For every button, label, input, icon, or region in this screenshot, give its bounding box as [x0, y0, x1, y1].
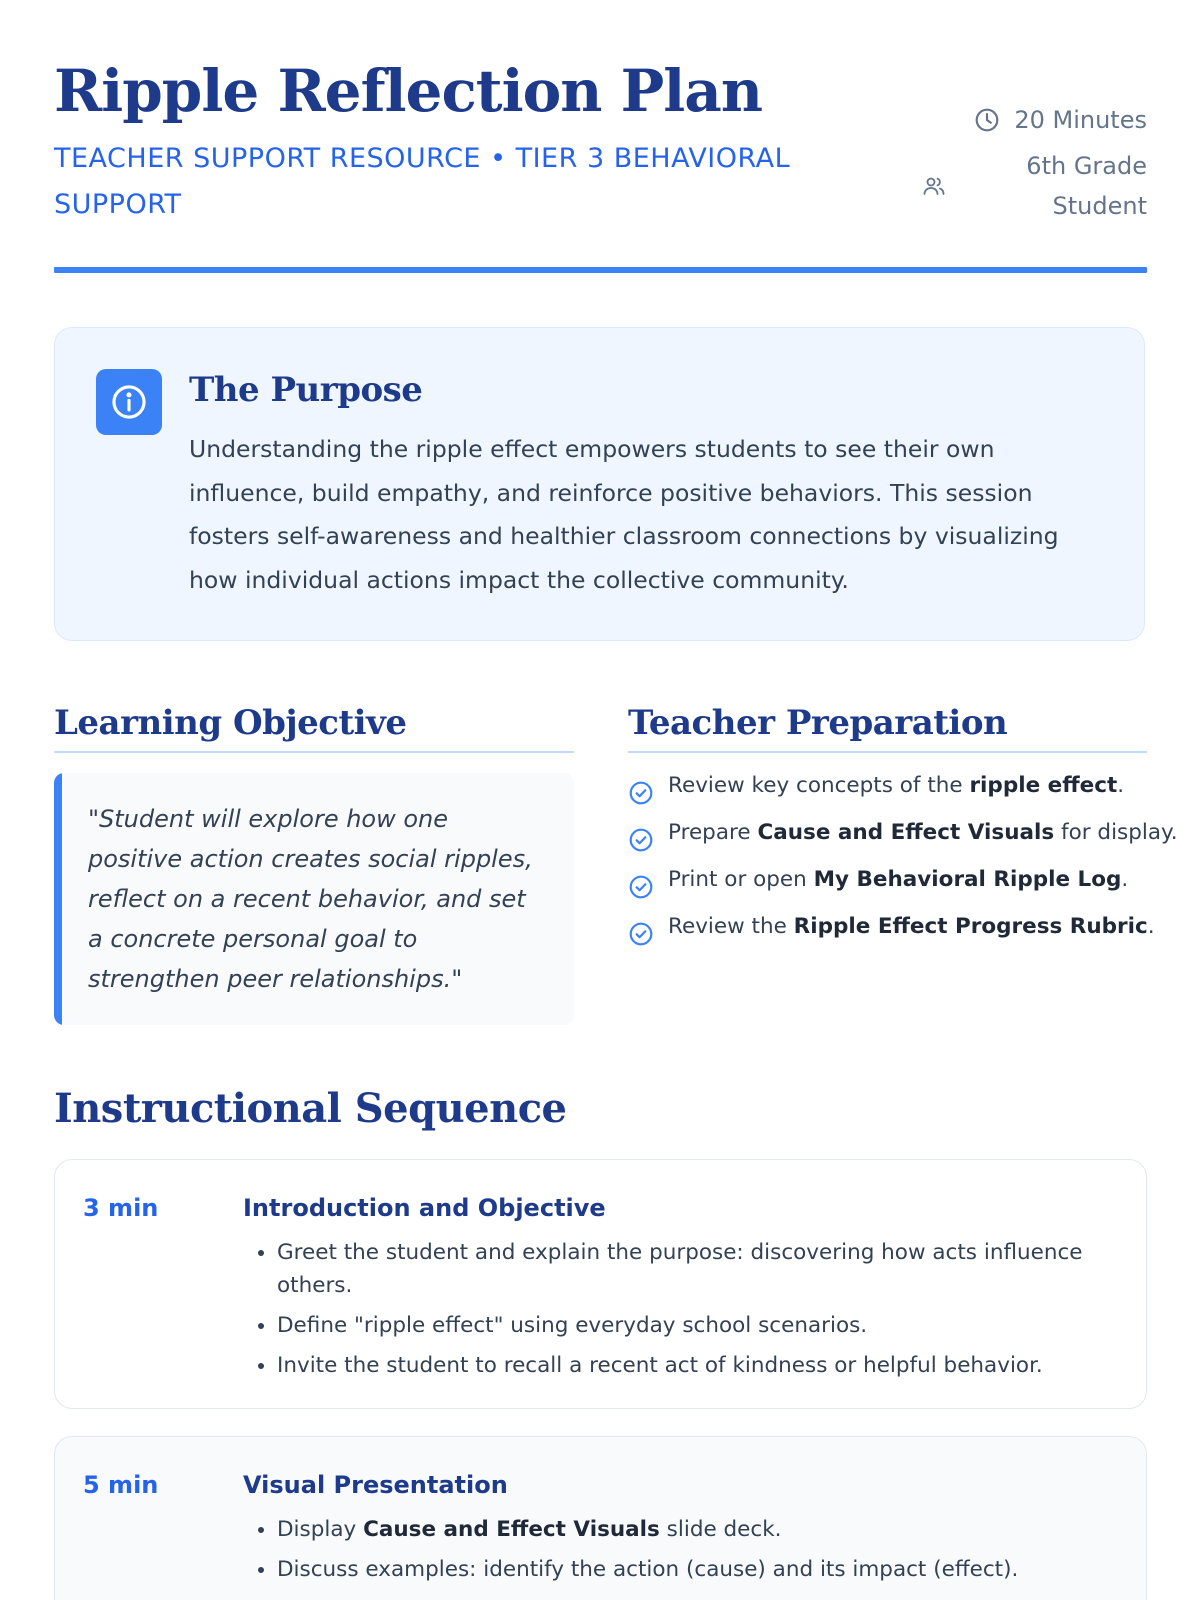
- learning-objective-heading: Learning Objective: [54, 703, 407, 743]
- info-icon: [96, 369, 162, 435]
- text-emphasis: Cause and Effect Visuals: [363, 1517, 660, 1542]
- step-title: Visual Presentation: [243, 1471, 508, 1499]
- text-run: Prepare: [668, 820, 758, 845]
- purpose-title: The Purpose: [189, 370, 423, 410]
- text-run: Invite the student to recall a recent act of kindness or helpful behavior.: [277, 1353, 1043, 1378]
- check-circle-icon: [628, 827, 654, 853]
- step-bullet: [277, 1236, 1107, 1302]
- check-circle-icon: [628, 921, 654, 947]
- text-run: Define "ripple effect" using everyday school scenarios.: [277, 1313, 868, 1338]
- page-subtitle: TEACHER SUPPORT RESOURCE • TIER 3 BEHAVIORAL SUPPORT: [54, 143, 791, 220]
- checklist-item: [628, 909, 1168, 956]
- audience-grade: 6th Grade: [1026, 152, 1147, 180]
- text-emphasis: ripple effect: [969, 773, 1118, 798]
- purpose-text: Understanding the ripple effect empowers students to see their own influence, build empathy, and reinforce positive behaviors. This session fosters self-awareness and healthier classroom connections by visualizing how individual actions impact the collective community.: [189, 435, 1059, 594]
- text-emphasis: Ripple Effect Progress Rubric: [793, 914, 1148, 939]
- check-circle-icon: [628, 874, 654, 900]
- checklist-item: [628, 768, 1168, 815]
- purpose-callout: [54, 327, 1145, 641]
- text-run: .: [1147, 914, 1155, 939]
- step-bullet: [277, 1309, 1107, 1342]
- text-run: Print or open: [668, 867, 814, 892]
- instructional-sequence-heading: Instructional Sequence: [54, 1085, 567, 1132]
- checklist-text: [668, 815, 1178, 851]
- duration-text: 20 Minutes: [1014, 106, 1147, 134]
- step-duration: 3 min: [83, 1194, 159, 1222]
- text-run: for display.: [1054, 820, 1178, 845]
- text-run: slide deck.: [659, 1517, 782, 1542]
- audience-meta: [922, 146, 1147, 226]
- step-bullet: [277, 1513, 1107, 1546]
- text-run: Review the: [668, 914, 794, 939]
- step-title: Introduction and Objective: [243, 1194, 606, 1222]
- step-duration: 5 min: [83, 1471, 159, 1499]
- objective-quote-box: [54, 773, 574, 1025]
- text-emphasis: Cause and Effect Visuals: [757, 820, 1055, 845]
- step-bullets: [243, 1513, 1107, 1593]
- checklist-text: [668, 768, 1124, 804]
- step-bullet: [277, 1553, 1107, 1586]
- text-run: .: [1117, 773, 1125, 798]
- teacher-preparation-heading: Teacher Preparation: [628, 703, 1008, 743]
- users-icon: [922, 174, 946, 198]
- duration-meta: [974, 100, 1147, 140]
- text-emphasis: My Behavioral Ripple Log: [813, 867, 1122, 892]
- page-header: [54, 50, 1147, 280]
- checklist-item: [628, 815, 1178, 862]
- objective-quote: "Student will explore how one positive action creates social ripples, reflect on a recent behavior, and set a concrete personal goal to strengthen peer relationships.": [88, 805, 533, 993]
- checklist-text: [668, 862, 1128, 898]
- checklist-text: [668, 909, 1155, 945]
- step-bullets: [243, 1236, 1107, 1389]
- audience-text: [1026, 146, 1147, 226]
- objective-divider: [54, 751, 574, 753]
- text-run: Greet the student and explain the purpose: discovering how acts influence others.: [277, 1240, 1083, 1298]
- clock-icon: [974, 107, 1000, 133]
- page-title: Ripple Reflection Plan: [54, 57, 763, 125]
- check-circle-icon: [628, 780, 654, 806]
- sequence-step-card: [54, 1436, 1147, 1600]
- text-run: Display: [277, 1517, 364, 1542]
- step-bullet: [277, 1349, 1107, 1382]
- text-run: .: [1121, 867, 1129, 892]
- text-run: Review key concepts of the: [668, 773, 970, 798]
- preparation-checklist: [628, 768, 1178, 956]
- preparation-divider: [628, 751, 1147, 753]
- audience-role: Student: [1052, 192, 1147, 220]
- header-divider: [54, 267, 1147, 273]
- checklist-item: [628, 862, 1168, 909]
- quote-accent-bar: [54, 773, 62, 1025]
- text-run: Discuss examples: identify the action (cause) and its impact (effect).: [277, 1557, 1019, 1582]
- sequence-step-card: [54, 1159, 1147, 1409]
